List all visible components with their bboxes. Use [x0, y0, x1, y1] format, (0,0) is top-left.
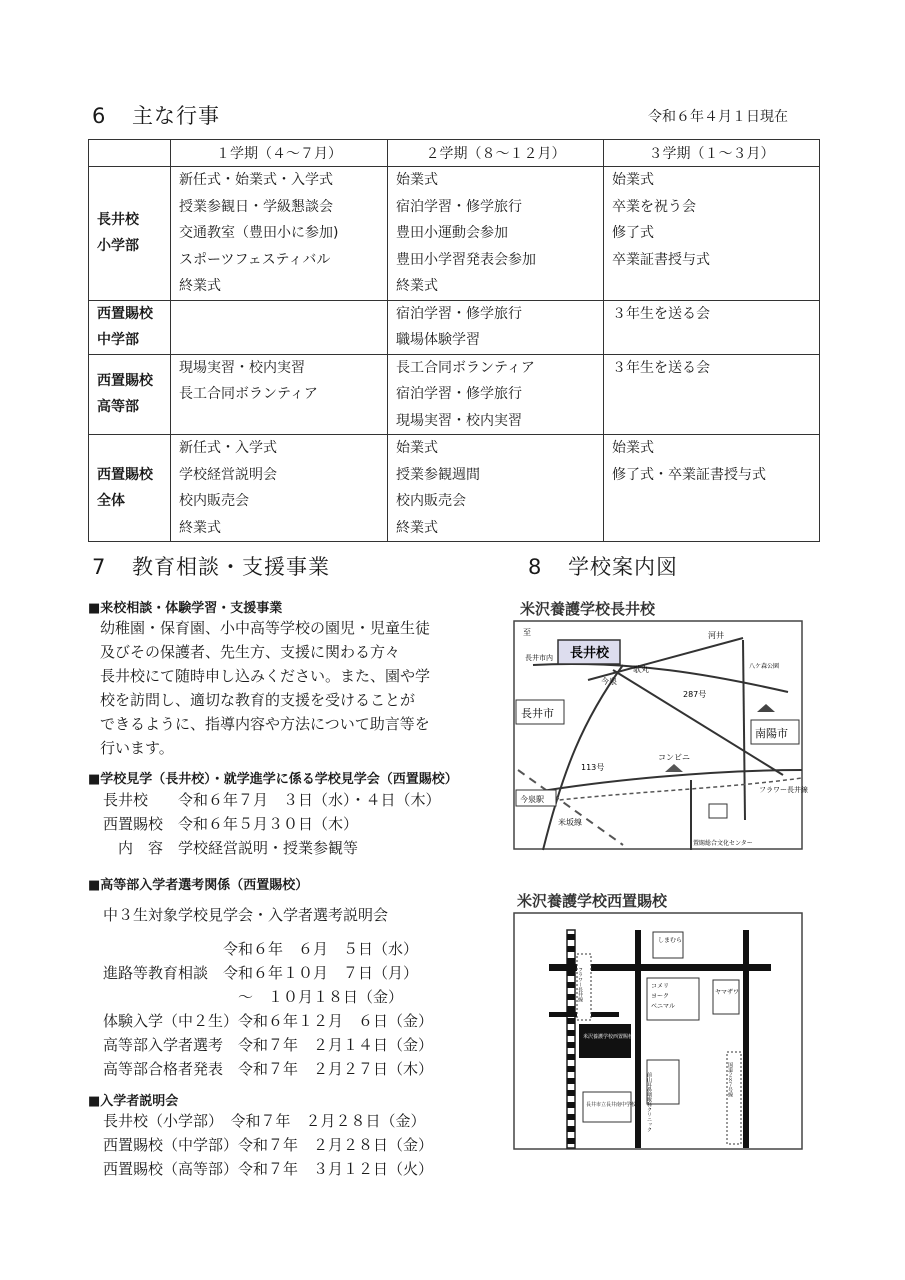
text-line: 長井校（小学部） 令和７年 ２月２８日（金） — [103, 1112, 426, 1130]
consult-text — [100, 616, 430, 760]
text-line: できるように、指導内容や方法について助言等を — [100, 715, 430, 733]
cell-t3 — [604, 167, 820, 301]
text-line: 長井校にて随時申し込みください。また、園や学 — [100, 667, 431, 685]
yamazawa-box — [713, 980, 739, 1014]
cell-t2 — [388, 435, 604, 542]
text-line: 令和６年 ６月 ５日（水） — [103, 940, 419, 958]
event-item: スポーツフェスティバル — [179, 251, 331, 268]
cell-t2 — [388, 300, 604, 354]
rail-tie — [567, 946, 575, 952]
event-item: 校内販売会 — [179, 493, 249, 509]
map1-yonesaka: 米坂線 — [558, 818, 582, 827]
cell-t3 — [604, 354, 820, 435]
table-row — [89, 435, 820, 542]
map2-benimaru: ベニマル — [651, 1003, 676, 1010]
rail-tie — [567, 1066, 575, 1072]
consult-heading: ■来校相談・体験学習・支援事業 — [88, 601, 283, 616]
road-center — [635, 930, 641, 1148]
event-item: 始業式 — [612, 172, 654, 188]
map2-jhs: 長井市立長井南中学校 — [586, 1102, 637, 1108]
header-term1: １学期（４～７月） — [171, 140, 388, 167]
map1-school: 長井校 — [570, 646, 610, 661]
row-header-line: 西置賜校 — [97, 306, 153, 322]
cell-t1 — [171, 435, 388, 542]
map1-sports: 置賜総合文化センター — [693, 840, 753, 847]
event-item: 職場体験学習 — [396, 332, 480, 348]
row-header — [89, 435, 171, 542]
event-item: 終業式 — [179, 519, 221, 536]
map1-nagai-shinai: 長井市内 — [525, 654, 553, 662]
school-block — [579, 1024, 631, 1058]
event-item: 学校経営説明会 — [179, 466, 277, 483]
text-line: ～ １０月１８日（金） — [103, 988, 404, 1006]
event-item: 修了式 — [612, 225, 654, 241]
rail-tie — [567, 1054, 575, 1060]
cell-t3 — [604, 300, 820, 354]
cell-t3 — [604, 435, 820, 542]
row-header — [89, 300, 171, 354]
table-row — [89, 167, 820, 301]
map1-kawai: 河井 — [708, 631, 724, 640]
event-item: 現場実習・校内実習 — [179, 359, 305, 376]
section6-number: 6 — [92, 104, 107, 128]
row-header-line: 中学部 — [97, 332, 139, 348]
rail-tie — [567, 1018, 575, 1024]
map1-113: 113号 — [581, 763, 605, 772]
event-item: 長工合同ボランティア — [179, 386, 318, 402]
section8-heading — [528, 551, 678, 581]
event-item: 終業式 — [396, 519, 438, 536]
rail-tie — [567, 994, 575, 1000]
text-line: 校を訪問し、適切な教育的支援を受けることが — [100, 691, 416, 709]
section7-heading — [92, 551, 330, 581]
event-item: 新任式・始業式・入学式 — [179, 172, 333, 188]
map1-imaizumi-st: 今泉駅 — [520, 795, 544, 804]
road-east — [743, 930, 749, 1148]
map2-route: 国道２８７号線 — [727, 1062, 733, 1097]
event-item: 宿泊学習・修学旅行 — [396, 198, 522, 215]
header-term2: ２学期（８～１２月） — [388, 140, 604, 167]
section6-title: 主な行事 — [132, 104, 220, 128]
map2-school: 米沢養護学校西置賜校 — [583, 1034, 634, 1040]
event-item: 終業式 — [179, 278, 221, 294]
map1-hakkai: 八ケ森公園 — [749, 663, 780, 670]
map1-title: 米沢養護学校長井校 — [520, 600, 656, 618]
briefing-heading: ■入学者説明会 — [88, 1094, 179, 1109]
admission-intro: 中３生対象学校見学会・入学者選考説明会 — [103, 906, 389, 924]
event-item: 授業参観日・学級懇談会 — [179, 198, 333, 215]
cell-t1 — [171, 300, 388, 354]
map-nishiokitama — [513, 912, 803, 1150]
event-item: 現場実習・校内実習 — [396, 412, 522, 429]
map-nagai — [513, 620, 808, 850]
event-item: 長工合同ボランティア — [396, 359, 535, 376]
events-table — [88, 139, 820, 542]
map1-287: 287号 — [683, 690, 707, 699]
rail-tie — [567, 958, 575, 964]
text-line: 西置賜校（中学部）令和７年 ２月２８日（金） — [103, 1136, 434, 1154]
header-term3: ３学期（１～３月） — [604, 140, 820, 167]
map2-york: ヨーク — [651, 993, 670, 1000]
rail-tie — [567, 1090, 575, 1096]
map1-nanyo: 南陽市 — [755, 727, 788, 740]
event-item: 授業参観週間 — [396, 466, 480, 483]
row-header-line: 西置賜校 — [97, 467, 153, 483]
row-header-line: 西置賜校 — [97, 373, 153, 390]
table-corner — [89, 140, 171, 167]
sports-box — [709, 804, 727, 818]
rail-tie — [567, 1006, 575, 1012]
map1-konbini: コンビニ — [658, 753, 690, 762]
rail-tie — [567, 1030, 575, 1036]
event-item: 宿泊学習・修学旅行 — [396, 386, 522, 402]
admission-heading: ■高等部入学者選考関係（西置賜校） — [88, 878, 309, 893]
text-line: 長井校 令和６年７月 ３日（水）・４日（木） — [103, 791, 441, 809]
row-header-line: 長井校 — [97, 212, 139, 229]
row-header-line: 全体 — [97, 493, 125, 509]
event-item: ３年生を送る会 — [612, 359, 710, 376]
event-item: 卒業を祝う会 — [612, 198, 696, 215]
map1-shi: 至 — [523, 628, 531, 637]
rail-tie — [567, 1102, 575, 1108]
text-line: 高等部入学者選考 令和７年 ２月１４日（金） — [103, 1036, 434, 1054]
table-row — [89, 300, 820, 354]
text-line: 行います。 — [100, 739, 174, 757]
map2-clinic: 前山耳鼻咽喉科クリニック — [646, 1072, 652, 1132]
rail-tie — [567, 1138, 575, 1144]
map2-komeri: コメリ — [651, 983, 670, 990]
text-line: 西置賜校 令和６年５月３０日（木） — [103, 815, 359, 833]
text-line: 内 容 学校経営説明・授業参観等 — [103, 839, 359, 857]
event-item: 終業式 — [396, 278, 438, 294]
rail-tie — [567, 1114, 575, 1120]
cell-t1 — [171, 354, 388, 435]
event-item: 宿泊学習・修学旅行 — [396, 305, 522, 322]
cell-t1 — [171, 167, 388, 301]
rail-tie — [567, 934, 575, 940]
row-header — [89, 354, 171, 435]
map1-utamaru: 歌丸 — [633, 665, 649, 674]
rail-tie — [567, 1126, 575, 1132]
section7-title: 教育相談・支援事業 — [132, 555, 330, 579]
event-item: 交通教室（豊田小に参加) — [179, 225, 339, 241]
row-header-line: 小学部 — [97, 238, 139, 255]
map2-yamazawa: ヤマザワ — [715, 989, 740, 996]
rail-tie — [567, 1078, 575, 1084]
event-item: 始業式 — [612, 440, 654, 456]
text-line: 幼稚園・保育園、小中高等学校の園児・児童生徒 — [100, 619, 431, 637]
event-item: 修了式・卒業証書授与式 — [612, 466, 766, 483]
text-line: 高等部合格者発表 令和７年 ２月２７日（木） — [103, 1060, 434, 1078]
text-line: 及びその保護者、先生方、支援に関わる方々 — [100, 643, 401, 661]
map2-title: 米沢養護学校西置賜校 — [517, 892, 668, 910]
as-of-date: 令和６年４月１日現在 — [648, 109, 788, 125]
text-line: 体験入学（中２生）令和６年１２月 ６日（金） — [103, 1012, 434, 1030]
event-item: 豊田小運動会参加 — [396, 225, 508, 241]
table-row — [89, 354, 820, 435]
section8-title: 学校案内図 — [568, 555, 678, 579]
map1-flower: フラワー長井線 — [759, 786, 808, 794]
visit-text — [103, 788, 441, 860]
section8-number: 8 — [528, 555, 543, 579]
section7-number: 7 — [92, 555, 107, 579]
row-header-line: 高等部 — [97, 399, 139, 416]
event-item: 校内販売会 — [396, 493, 466, 509]
map2-shimamura: しまむら — [658, 937, 683, 944]
cell-t2 — [388, 167, 604, 301]
section6-heading — [92, 100, 220, 130]
visit-heading: ■学校見学（長井校）・就学進学に係る学校見学会（西置賜校） — [88, 772, 458, 787]
event-item: 始業式 — [396, 440, 438, 456]
map2-flower: フラワー長井線 — [577, 967, 583, 1002]
event-item: 始業式 — [396, 172, 438, 188]
text-line: 進路等教育相談 令和６年１０月 ７日（月） — [103, 964, 419, 982]
admission-schedule — [103, 937, 433, 1081]
event-item: ３年生を送る会 — [612, 305, 710, 322]
event-item: 卒業証書授与式 — [612, 251, 710, 268]
event-item: 新任式・入学式 — [179, 440, 277, 456]
rail-tie — [567, 982, 575, 988]
row-header — [89, 167, 171, 301]
cell-t2 — [388, 354, 604, 435]
briefing-schedule — [103, 1109, 433, 1181]
shimamura-box — [653, 932, 683, 958]
text-line: 西置賜校（高等部）令和７年 ３月１２日（火） — [103, 1160, 434, 1178]
event-item: 豊田小学習発表会参加 — [396, 251, 536, 268]
rail-tie — [567, 1042, 575, 1048]
map1-nagai-city: 長井市 — [521, 707, 554, 720]
map1-imaizumi: 今泉 — [601, 677, 617, 686]
